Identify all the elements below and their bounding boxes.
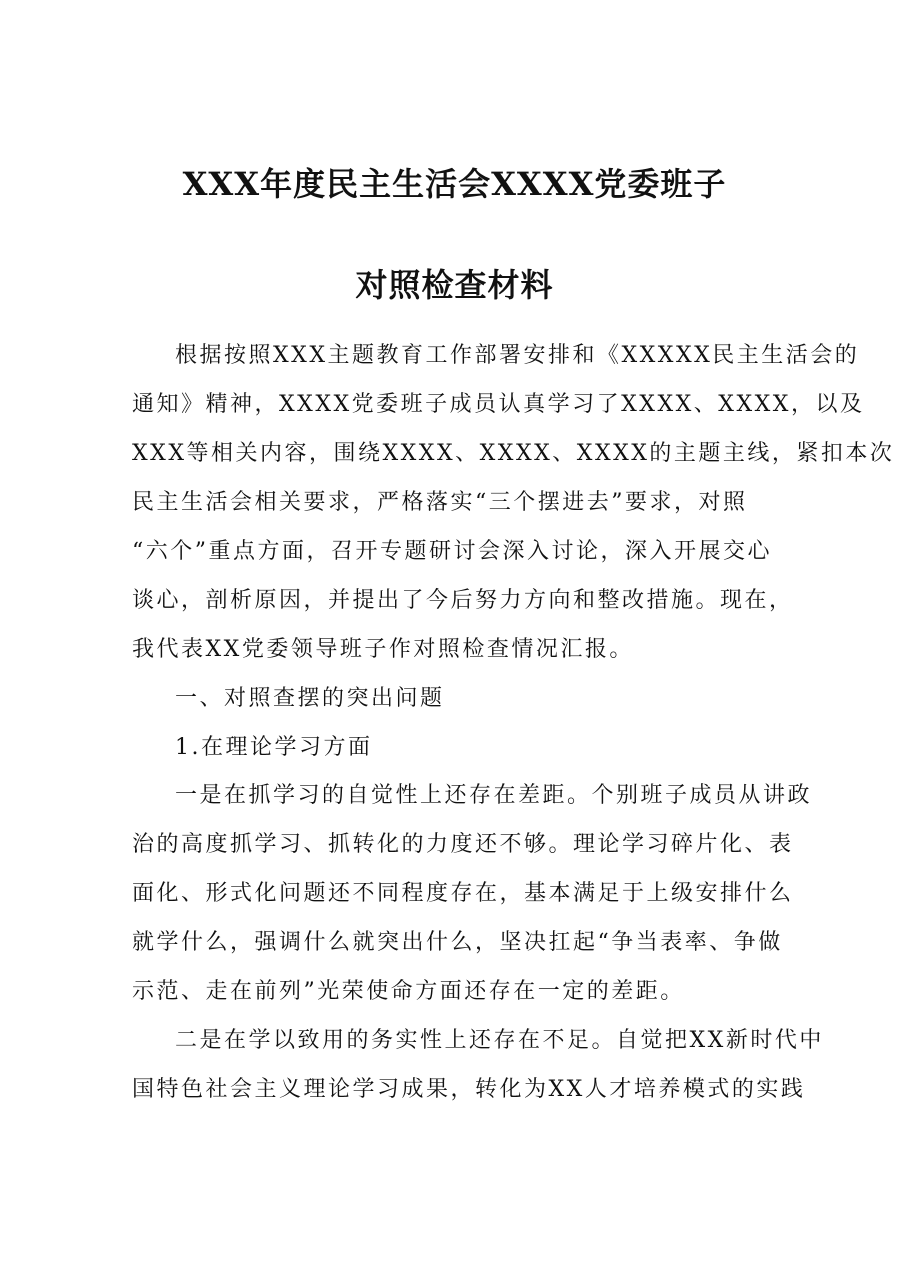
paragraph-2-line-2: 治的高度抓学习、抓转化的力度还不够。理论学习碎片化、表 bbox=[132, 832, 794, 857]
paragraph-1-line-1: 根据按照XXX主题教育工作部署安排和《XXXXX民主生活会的 bbox=[175, 343, 860, 368]
subsection-heading-1: 1.在理论学习方面 bbox=[175, 735, 373, 760]
paragraph-1-line-3: XXX等相关内容，围绕XXXX、XXXX、XXXX的主题主线，紧扣本次 bbox=[132, 441, 895, 466]
paragraph-1-line-7: 我代表XX党委领导班子作对照检查情况汇报。 bbox=[132, 637, 634, 662]
paragraph-1-line-6: 谈心，剖析原因，并提出了今后努力方向和整改措施。现在， bbox=[132, 588, 794, 613]
paragraph-2-line-4: 就学什么，强调什么就突出什么，坚决扛起“争当表率、争做 bbox=[132, 930, 783, 955]
paragraph-2-line-3: 面化、形式化问题还不同程度存在，基本满足于上级安排什么 bbox=[132, 881, 794, 906]
paragraph-3-line-2: 国特色社会主义理论学习成果，转化为XX人才培养模式的实践 bbox=[132, 1077, 806, 1102]
document-title-line-2: 对照检查材料 bbox=[355, 266, 554, 304]
paragraph-1-line-2: 通知》精神，XXXX党委班子成员认真学习了XXXX、XXXX，以及 bbox=[132, 392, 865, 417]
paragraph-3-line-1: 二是在学以致用的务实性上还存在不足。自觉把XX新时代中 bbox=[175, 1028, 824, 1053]
paragraph-1-line-5: “六个”重点方面，召开专题研讨会深入讨论，深入开展交心 bbox=[132, 539, 772, 564]
paragraph-2-line-5: 示范、走在前列”光荣使命方面还存在一定的差距。 bbox=[132, 979, 685, 1004]
paragraph-2-line-1: 一是在抓学习的自觉性上还存在差距。个别班子成员从讲政 bbox=[175, 783, 813, 808]
document-title-line-1: XXX年度民主生活会XXXX党委班子 bbox=[182, 165, 727, 203]
paragraph-1-line-4: 民主生活会相关要求，严格落实“三个摆进去”要求，对照 bbox=[132, 490, 748, 515]
section-heading-1: 一、对照查摆的突出问题 bbox=[175, 686, 445, 711]
